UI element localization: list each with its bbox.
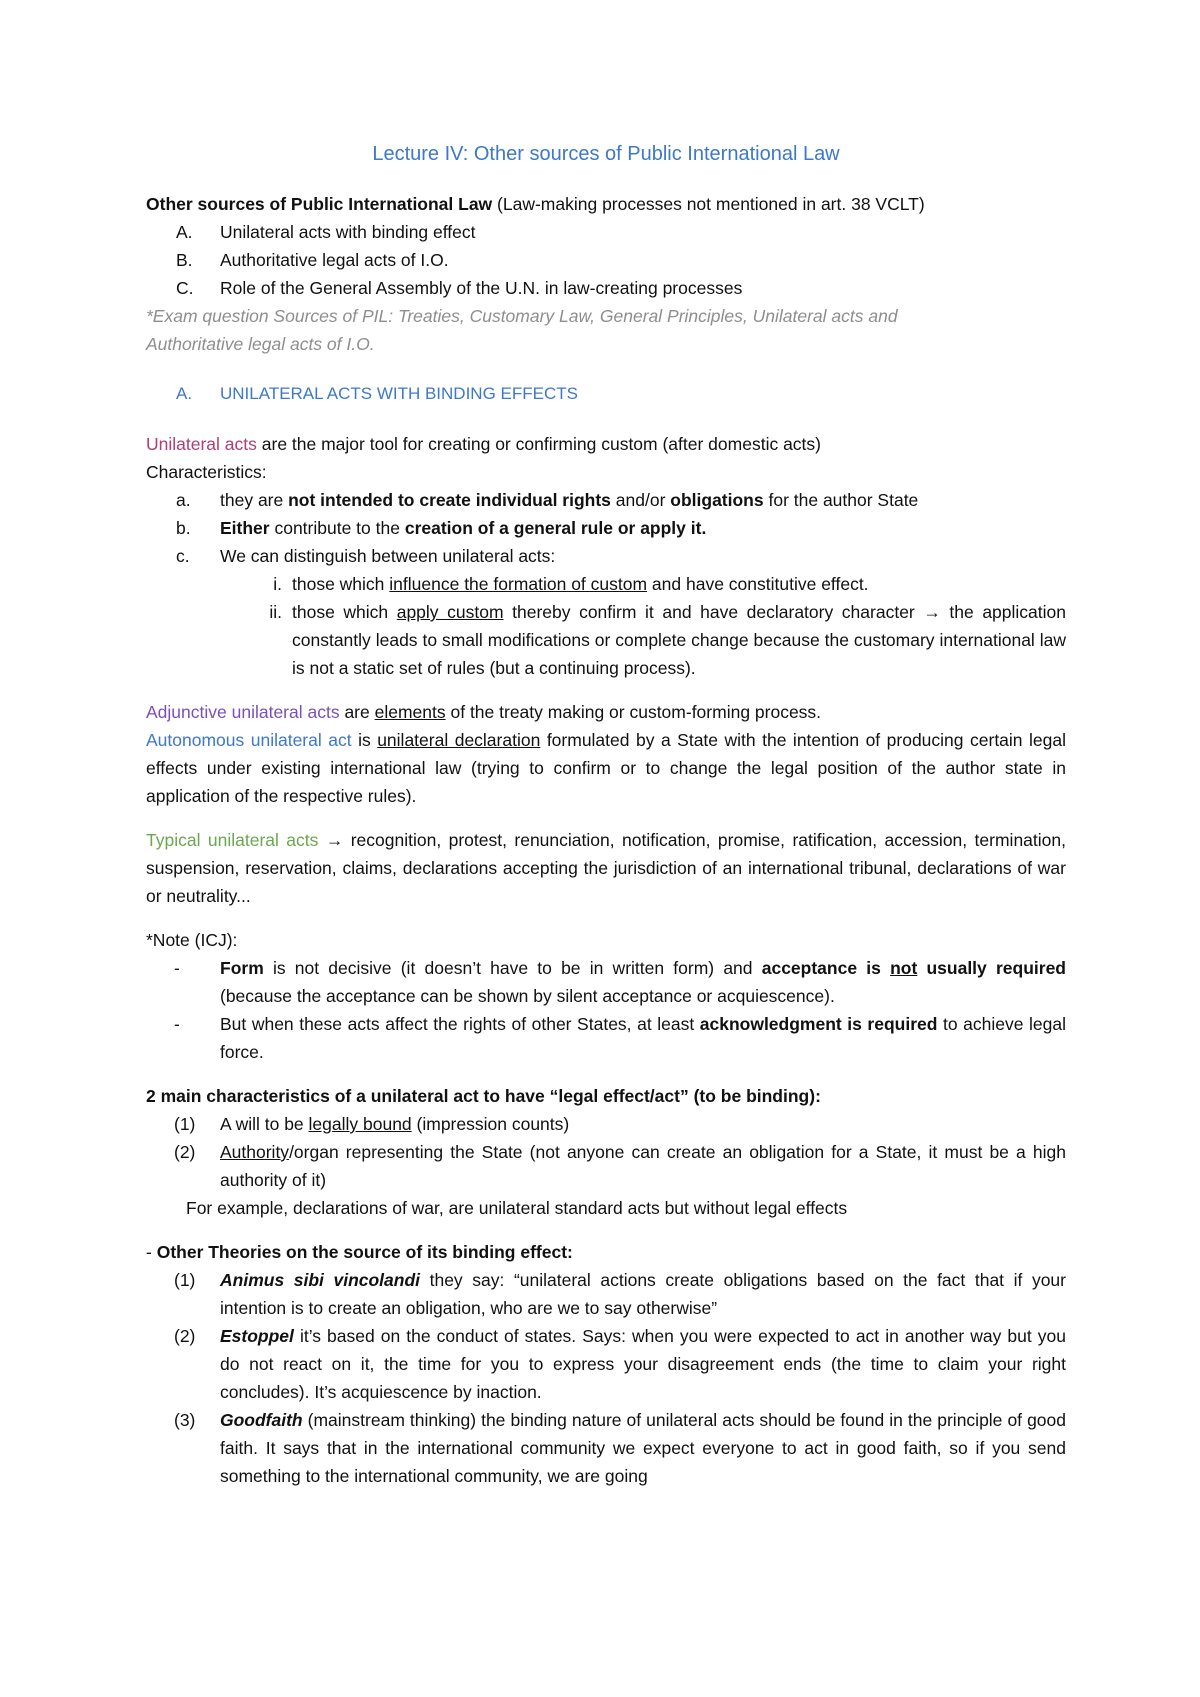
list-item: (2) Authority/organ representing the State (not anyone can create an obligation for a State, it must be a high authority of it) (174, 1142, 1066, 1190)
list-item: c. We can distinguish between unilateral acts: (176, 546, 556, 566)
list-item: i. those which influence the formation of custom and have constitutive effect. (273, 574, 869, 594)
adjunctive-definition: Adjunctive unilateral acts are elements of the treaty making or custom-forming process. (146, 702, 822, 722)
note-label: *Note (ICJ): (146, 930, 238, 950)
list-item: A. Unilateral acts with binding effect (176, 222, 476, 242)
document-page (146, 140, 1066, 1490)
list-item: B. Authoritative legal acts of I.O. (176, 250, 449, 270)
list-item: - Form is not decisive (it doesn’t have to be in written form) and acceptance is not usually required (because the acceptance can be shown by silent acceptance or acquiescence). (174, 958, 1066, 1006)
list-item: (2) Estoppel it’s based on the conduct of states. Says: when you were expected to act in another way but you do not react on it, the time for you to express your disagreement ends (the time to claim your right concludes). It’s acquiescence by inaction. (174, 1326, 1066, 1402)
exam-note: *Exam question Sources of PIL: Treaties, Customary Law, General Principles, Unilateral acts and Authoritative legal acts of I.O. (146, 306, 898, 354)
typical-acts: Typical unilateral acts → recognition, protest, renunciation, notification, promise, ratification, accession, termination, suspension, reservation, claims, declarations accepting the jurisdiction of an international tribunal, declarations of war or neutrality... (146, 830, 1066, 906)
list-item: (3) Goodfaith (mainstream thinking) the binding nature of unilateral acts should be found in the principle of good faith. It says that in the international community we expect everyone to act in good faith, so if you send something to the international community, we are going (174, 1410, 1066, 1486)
list-item: - But when these acts affect the rights of other States, at least acknowledgment is required to achieve legal force. (174, 1014, 1066, 1062)
example-text: For example, declarations of war, are unilateral standard acts but without legal effects (186, 1198, 848, 1218)
unilateral-acts-definition: Unilateral acts are the major tool for creating or confirming custom (after domestic acts) (146, 434, 821, 454)
list-item: a. they are not intended to create individual rights and/or obligations for the author State (176, 490, 919, 510)
section-heading: A. UNILATERAL ACTS WITH BINDING EFFECTS (176, 384, 578, 403)
page-title: Lecture IV: Other sources of Public International Law (372, 143, 840, 165)
theories-heading: - Other Theories on the source of its binding effect: (146, 1242, 573, 1262)
main-characteristics-heading: 2 main characteristics of a unilateral act to have “legal effect/act” (to be binding): (146, 1086, 821, 1106)
intro-lead: Other sources of Public International Law (Law-making processes not mentioned in art. 38 VCLT) (146, 194, 925, 214)
autonomous-definition: Autonomous unilateral act is unilateral declaration formulated by a State with the intention of producing certain legal effects under existing international law (trying to confirm or to change the legal position of the author state in application of the respective rules). (146, 730, 1066, 806)
characteristics-label: Characteristics: (146, 462, 267, 482)
list-item: ii. those which apply custom thereby confirm it and have declaratory character → the application constantly leads to small modifications or complete change because the customary international law is not a static set of rules (but a continuing process). (269, 602, 1066, 678)
list-item: (1) A will to be legally bound (impression counts) (174, 1114, 570, 1134)
list-item: (1) Animus sibi vincolandi they say: “unilateral actions create obligations based on the fact that if your intention is to create an obligation, who are we to say otherwise” (174, 1270, 1066, 1318)
list-item: C. Role of the General Assembly of the U.N. in law-creating processes (176, 278, 743, 298)
list-item: b. Either contribute to the creation of a general rule or apply it. (176, 518, 707, 538)
